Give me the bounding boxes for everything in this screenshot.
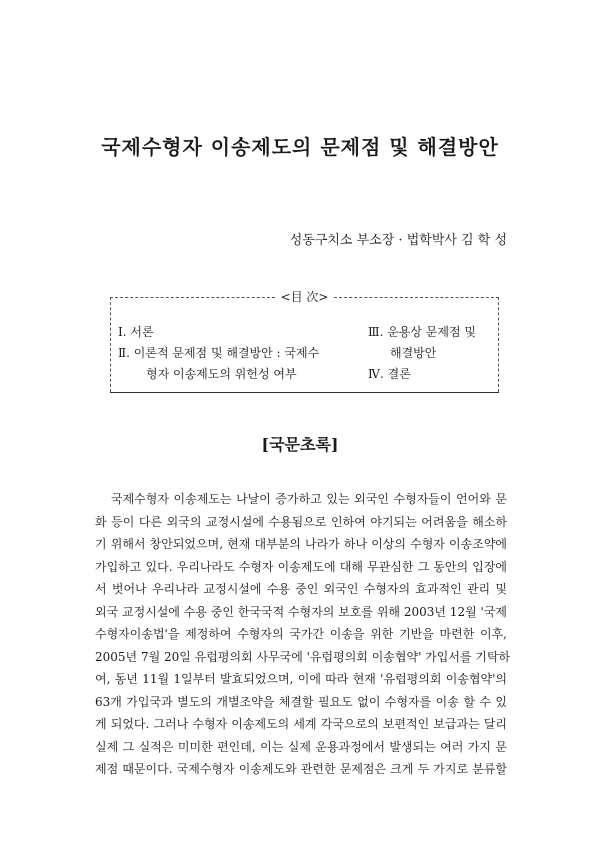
abstract-line: 제점 때문이다. 국제수형자 이송제도와 관련한 문제점은 크게 두 가지로 분류할 bbox=[95, 762, 507, 776]
toc-right-border bbox=[498, 297, 499, 392]
abstract-heading: [국문초록] bbox=[261, 435, 339, 454]
abstract-line: 가입하고 있다. 우리나라도 수형자 이송제도에 대해 무관심한 그 동안의 입장에 bbox=[95, 559, 507, 574]
abstract-line: 외국 교정시설에 수용 중인 한국국적 수형자의 보호를 위해 2003년 12월 '국제 bbox=[95, 604, 507, 619]
abstract-line: 서 벗어나 우리나라 교정시설에 수용 중인 외국인 수형자의 효과적인 관리 및 bbox=[95, 582, 507, 596]
abstract-line: 2005년 7월 20일 유럽평의회 사무국에 '유럽평의회 이송협약' 가입서를 기탁하 bbox=[95, 649, 511, 664]
table-of-contents bbox=[110, 289, 499, 393]
toc-item-conclusion: Ⅳ. 결론 bbox=[368, 367, 411, 381]
abstract-line: 수형자이송법'을 제정하여 수형자의 국가간 이송을 위한 기반을 마련한 이후, bbox=[95, 627, 507, 641]
abstract-line: 63개 가입국과 별도의 개별조약을 체결할 필요도 없이 수형자를 이송 할 수 있 bbox=[95, 694, 507, 709]
toc-item-theory-cont: 형자 이송제도의 위헌성 여부 bbox=[146, 367, 297, 381]
toc-heading: <目 次> bbox=[280, 290, 329, 304]
toc-item-operation: Ⅲ. 운용상 문제점 및 bbox=[368, 325, 476, 339]
abstract-line: 화 등이 다른 외국의 교정시설에 수용됨으로 인하여 야기되는 어려움을 해소하 bbox=[95, 514, 507, 529]
toc-item-operation-cont: 해결방안 bbox=[390, 346, 437, 360]
abstract-line: 국제수형자 이송제도는 나날이 증가하고 있는 외국인 수형자들이 언어와 문 bbox=[111, 492, 507, 506]
abstract-line: 여, 동년 11월 1일부터 발효되었으며, 이에 따라 현재 '유럽평의회 이송협약'의 bbox=[95, 672, 507, 686]
page-title: 국제수형자 이송제도의 문제점 및 해결방안 bbox=[101, 135, 499, 159]
abstract-line: 기 위해서 창안되었으며, 현재 대부분의 나라가 하나 이상의 수형자 이송조약에 bbox=[95, 537, 507, 551]
abstract-body bbox=[95, 488, 511, 781]
toc-item-theory: Ⅱ. 이론적 문제점 및 해결방안 : 국제수 bbox=[118, 346, 320, 360]
toc-left-border bbox=[110, 297, 111, 392]
abstract-line: 실제 그 실적은 미미한 편인데, 이는 실제 운용과정에서 발생되는 여러 가지 문 bbox=[95, 739, 507, 754]
abstract-line: 게 되었다. 그러나 수형자 이송제도의 세계 각국으로의 보편적인 보급과는 달리 bbox=[95, 717, 507, 731]
toc-item-introduction: Ⅰ. 서론 bbox=[118, 325, 154, 339]
author-line: 성동구치소 부소장 · 법학박사 김 학 성 bbox=[289, 233, 507, 248]
